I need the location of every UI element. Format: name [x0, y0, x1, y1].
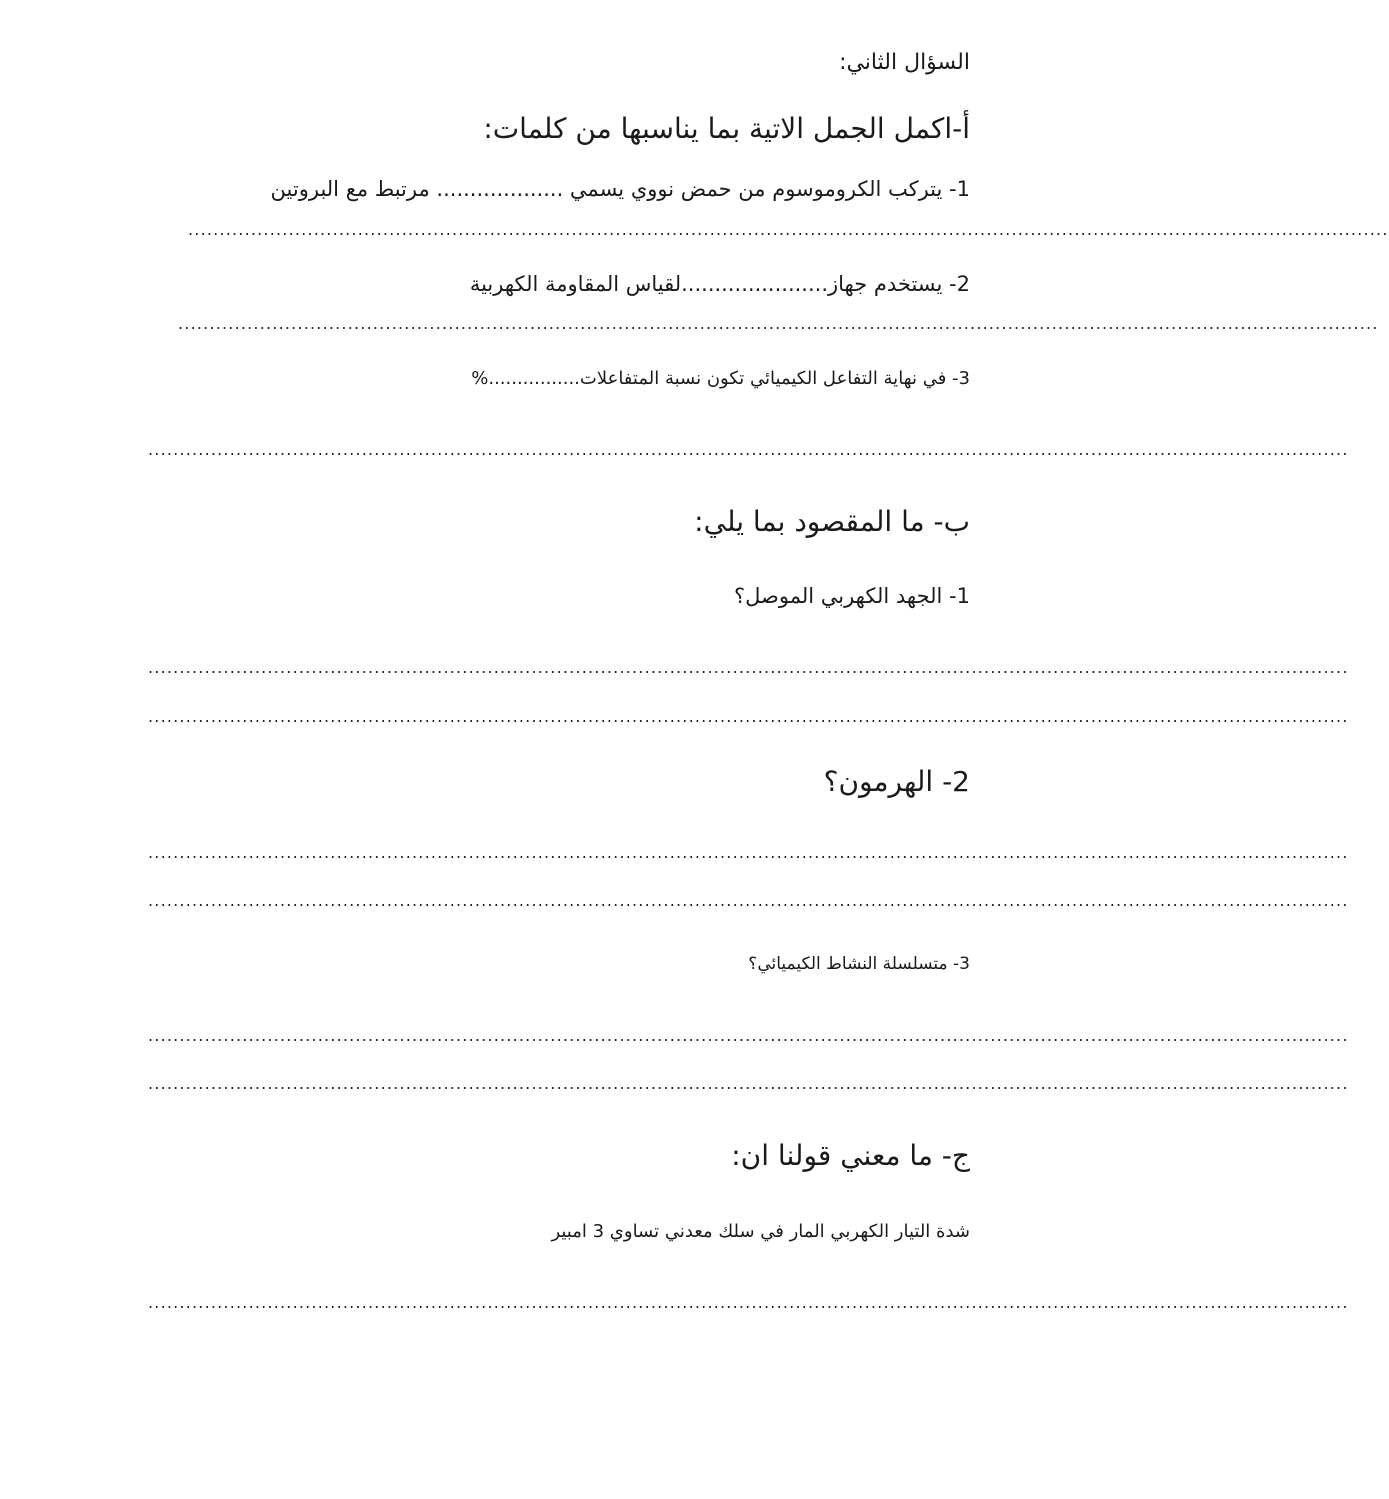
- section-c-heading: ج- ما معني قولنا ان:: [731, 1139, 970, 1172]
- section-c-statement: شدة التيار الكهربي المار في سلك معدني تساوي 3 امبير: [551, 1221, 970, 1242]
- answer-line[interactable]: ...............................................................................................................................................................................................: [148, 891, 1349, 910]
- section-a-item-1: 1- يتركب الكروموسوم من حمض نووي يسمي ................... مرتبط مع البروتين: [270, 177, 970, 201]
- answer-line[interactable]: ...............................................................................................................................................................................................: [148, 440, 1349, 459]
- section-a-item-2: 2- يستخدم جهاز......................لقياس المقاومة الكهربية: [469, 272, 970, 296]
- answer-line[interactable]: ...............................................................................................................................................................................................: [148, 1026, 1349, 1045]
- section-b-heading: ب- ما المقصود بما يلي:: [694, 505, 970, 538]
- question-title: السؤال الثاني:: [839, 50, 970, 75]
- section-b-item-2: 2- الهرمون؟: [823, 765, 970, 798]
- answer-line[interactable]: ...............................................................................................................................................................................................: [148, 658, 1349, 677]
- section-a-heading: أ-اكمل الجمل الاتية بما يناسبها من كلمات:: [483, 112, 970, 145]
- section-b-item-3: 3- متسلسلة النشاط الكيميائي؟: [748, 954, 970, 974]
- answer-line[interactable]: ...............................................................................................................................................................................................: [148, 1293, 1349, 1312]
- answer-line[interactable]: ...............................................................................................................................................................................................: [148, 843, 1349, 862]
- section-a-item-3: 3- في نهاية التفاعل الكيميائي تكون نسبة المتفاعلات................%: [471, 368, 970, 389]
- answer-line[interactable]: ...............................................................................................................................................................................................: [188, 220, 1389, 239]
- section-b-item-1: 1- الجهد الكهربي الموصل؟: [733, 584, 970, 608]
- answer-line[interactable]: ...............................................................................................................................................................................................: [148, 707, 1349, 726]
- answer-line[interactable]: ...............................................................................................................................................................................................: [178, 314, 1379, 333]
- answer-line[interactable]: ...............................................................................................................................................................................................: [148, 1074, 1349, 1093]
